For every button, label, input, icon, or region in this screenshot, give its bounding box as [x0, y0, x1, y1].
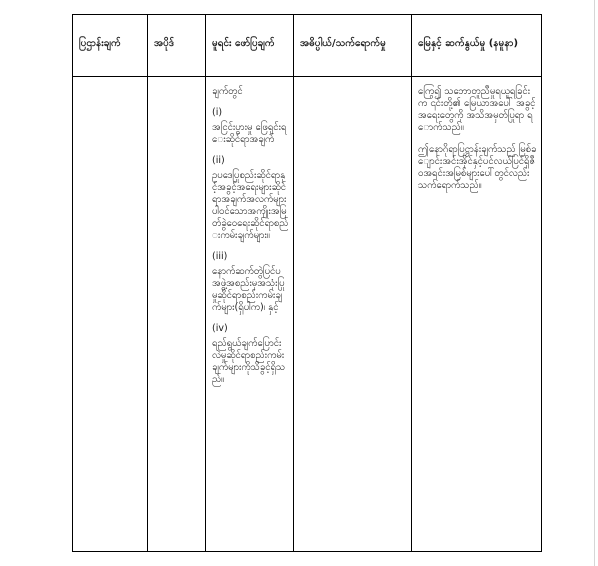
item-label-iii: (iii) [212, 251, 228, 262]
land-relation-paragraph-1: ကြွေ၍ သဘောတူညီမှုရယူရခြင်းက ၎င်းတို့၏ မြေယာအပေါ် အခွင့်အရေးတွေကို အသိအမှတ်ပြုရာ ရောက်သည်။ [418, 86, 536, 133]
cell-land-relation [412, 77, 542, 552]
cell-meaning-effect [294, 77, 412, 552]
item-text-ii: ဥပဒေပြုစည်းဆိုင်ရာနှင့်အခွင့်အရေးများဆိုင်ရာအချက်အလက်များပါဝင်သောအကျိုးအမြတ်ခွဲဝေရေးဆိုင်ရာစည်းကမ်းချက်များ။ [212, 170, 289, 241]
table-row [73, 77, 542, 552]
cell-paragraph-text [148, 77, 205, 86]
item-label-iv: (iv) [212, 323, 228, 334]
provisions-table [72, 14, 542, 552]
header-original-text: မူရင်း ဖော်ပြချက် [206, 15, 294, 77]
header-meaning-effect: အဓိပ္ပါယ်/သက်ရောက်မှု [294, 15, 412, 77]
table-header-row [73, 15, 542, 77]
item-label-i: (i) [212, 107, 223, 118]
header-provision: ပြဌာန်းချက် [73, 15, 148, 77]
header-paragraph: အပိုဒ် [148, 15, 206, 77]
cell-meaning-effect-text [294, 77, 411, 86]
cell-original-text [206, 77, 294, 552]
cell-provision-text [73, 77, 147, 86]
item-label-ii: (ii) [212, 155, 225, 166]
item-text-iii: နောက်ဆက်တွဲပြင်ပအဖွဲ့အစည်းမှအသုံးပြုမှုဆိုင်ရာစည်းကမ်းချက်များ(ရှိပါက)၊ နှင့် [212, 266, 285, 313]
cell-provision [73, 77, 148, 552]
item-text-i: အငြင်းပွားမှု ဖြေရှင်းရေးဆိုင်ရာအချက် [212, 122, 287, 145]
header-land-relation: မြေနှင့် ဆက်နွယ်မှု (နမူနာ) [412, 15, 542, 77]
land-relation-paragraph-2: ဤနောဂိုရာပြဋ္ဌာန်းချက်သည် မြစ်ချောင်းအင်းအိုင်နှင့်ပင်လယ်ပြင်ရှိဇီဝအရင်းအမြစ်များပေါ်တွင်လည်းသက်ရောက်သည်။ [418, 144, 537, 191]
original-intro: ချက်တွင် [212, 86, 243, 97]
page-edge-divider [594, 0, 595, 566]
item-text-iv: ရည်ရွယ်ချက်ပြောင်းလဲမှုဆိုင်ရာစည်းကမ်းချက်များကိုသိခွင့်ရှိသည်။ [212, 338, 286, 385]
cell-paragraph [148, 77, 206, 552]
